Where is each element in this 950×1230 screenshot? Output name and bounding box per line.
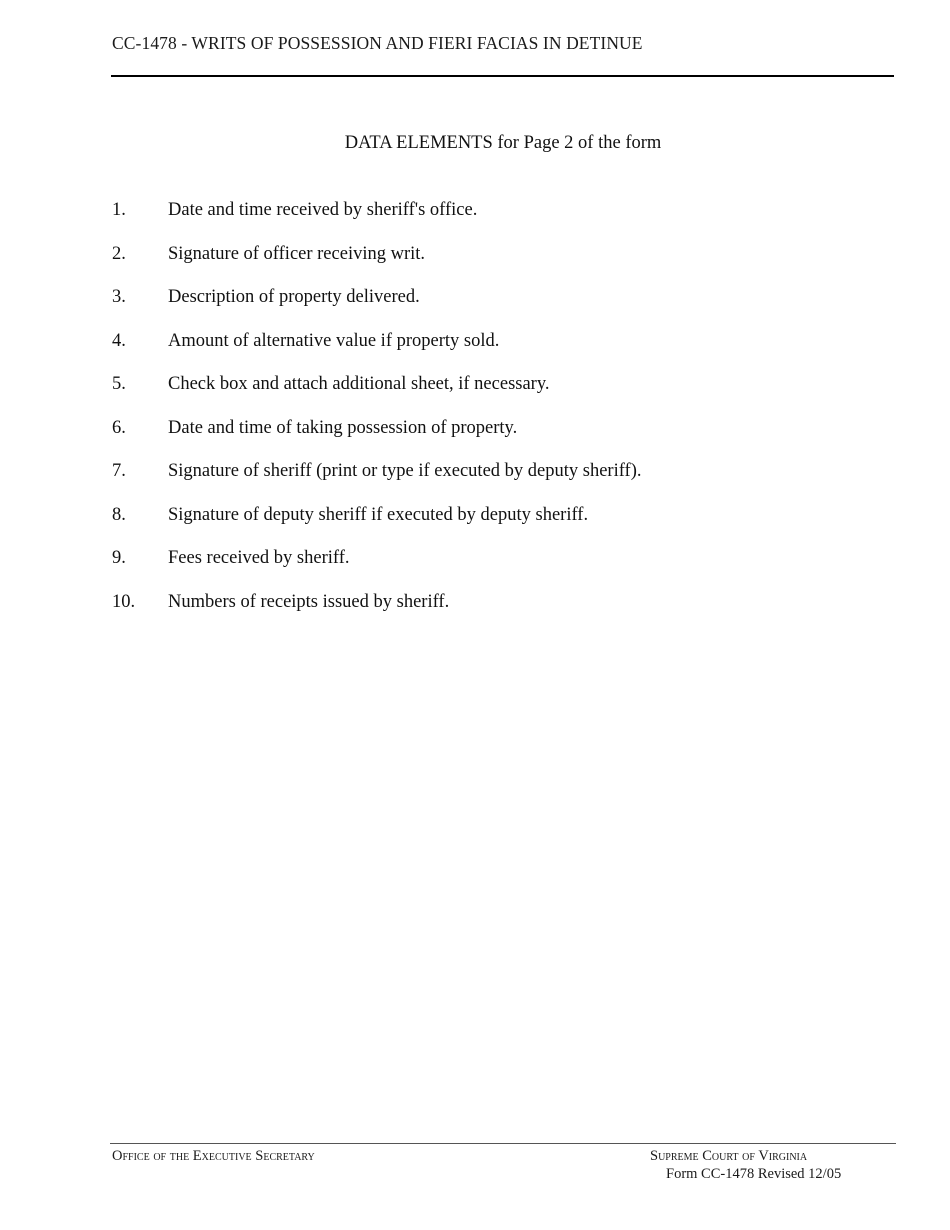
section-title: DATA ELEMENTS for Page 2 of the form bbox=[344, 133, 662, 153]
item-text: Numbers of receipts issued by sheriff. bbox=[168, 591, 450, 612]
document-header-title: CC-1478 - WRITS OF POSSESSION AND FIERI FACIAS IN DETINUE bbox=[112, 33, 643, 53]
item-number: 5. bbox=[112, 374, 126, 394]
list-item bbox=[112, 373, 642, 417]
item-number: 6. bbox=[112, 417, 126, 438]
item-number: 7. bbox=[112, 461, 126, 481]
item-number: 3. bbox=[112, 287, 126, 307]
list-item bbox=[112, 330, 642, 374]
header-divider bbox=[111, 75, 894, 77]
footer-court: Supreme Court of Virginia bbox=[650, 1148, 808, 1164]
footer-form-revision: Form CC-1478 Revised 12/05 bbox=[666, 1166, 842, 1182]
item-number: 9. bbox=[112, 548, 126, 568]
list-item bbox=[112, 286, 642, 330]
item-number: 2. bbox=[112, 243, 126, 264]
item-text: Check box and attach additional sheet, if necessary. bbox=[168, 374, 550, 394]
item-text: Signature of officer receiving writ. bbox=[168, 243, 426, 264]
list-item bbox=[112, 199, 642, 243]
footer-divider bbox=[110, 1143, 896, 1144]
list-item bbox=[112, 243, 642, 287]
data-elements-list bbox=[112, 199, 642, 634]
item-text: Description of property delivered. bbox=[168, 287, 420, 307]
list-item bbox=[112, 417, 642, 461]
footer-office: Office of the Executive Secretary bbox=[112, 1148, 315, 1164]
item-number: 1. bbox=[112, 200, 126, 220]
list-item bbox=[112, 460, 642, 504]
list-item bbox=[112, 547, 642, 591]
item-text: Date and time received by sheriff's office. bbox=[168, 200, 478, 220]
item-text: Signature of deputy sheriff if executed by deputy sheriff. bbox=[168, 504, 589, 525]
item-text: Fees received by sheriff. bbox=[168, 548, 350, 568]
item-number: 4. bbox=[112, 330, 126, 351]
item-number: 10. bbox=[112, 591, 136, 612]
item-text: Date and time of taking possession of property. bbox=[168, 417, 518, 438]
list-item bbox=[112, 591, 642, 635]
item-text: Signature of sheriff (print or type if executed by deputy sheriff). bbox=[168, 461, 642, 481]
item-text: Amount of alternative value if property sold. bbox=[168, 330, 500, 351]
list-item bbox=[112, 504, 642, 548]
item-number: 8. bbox=[112, 504, 126, 525]
